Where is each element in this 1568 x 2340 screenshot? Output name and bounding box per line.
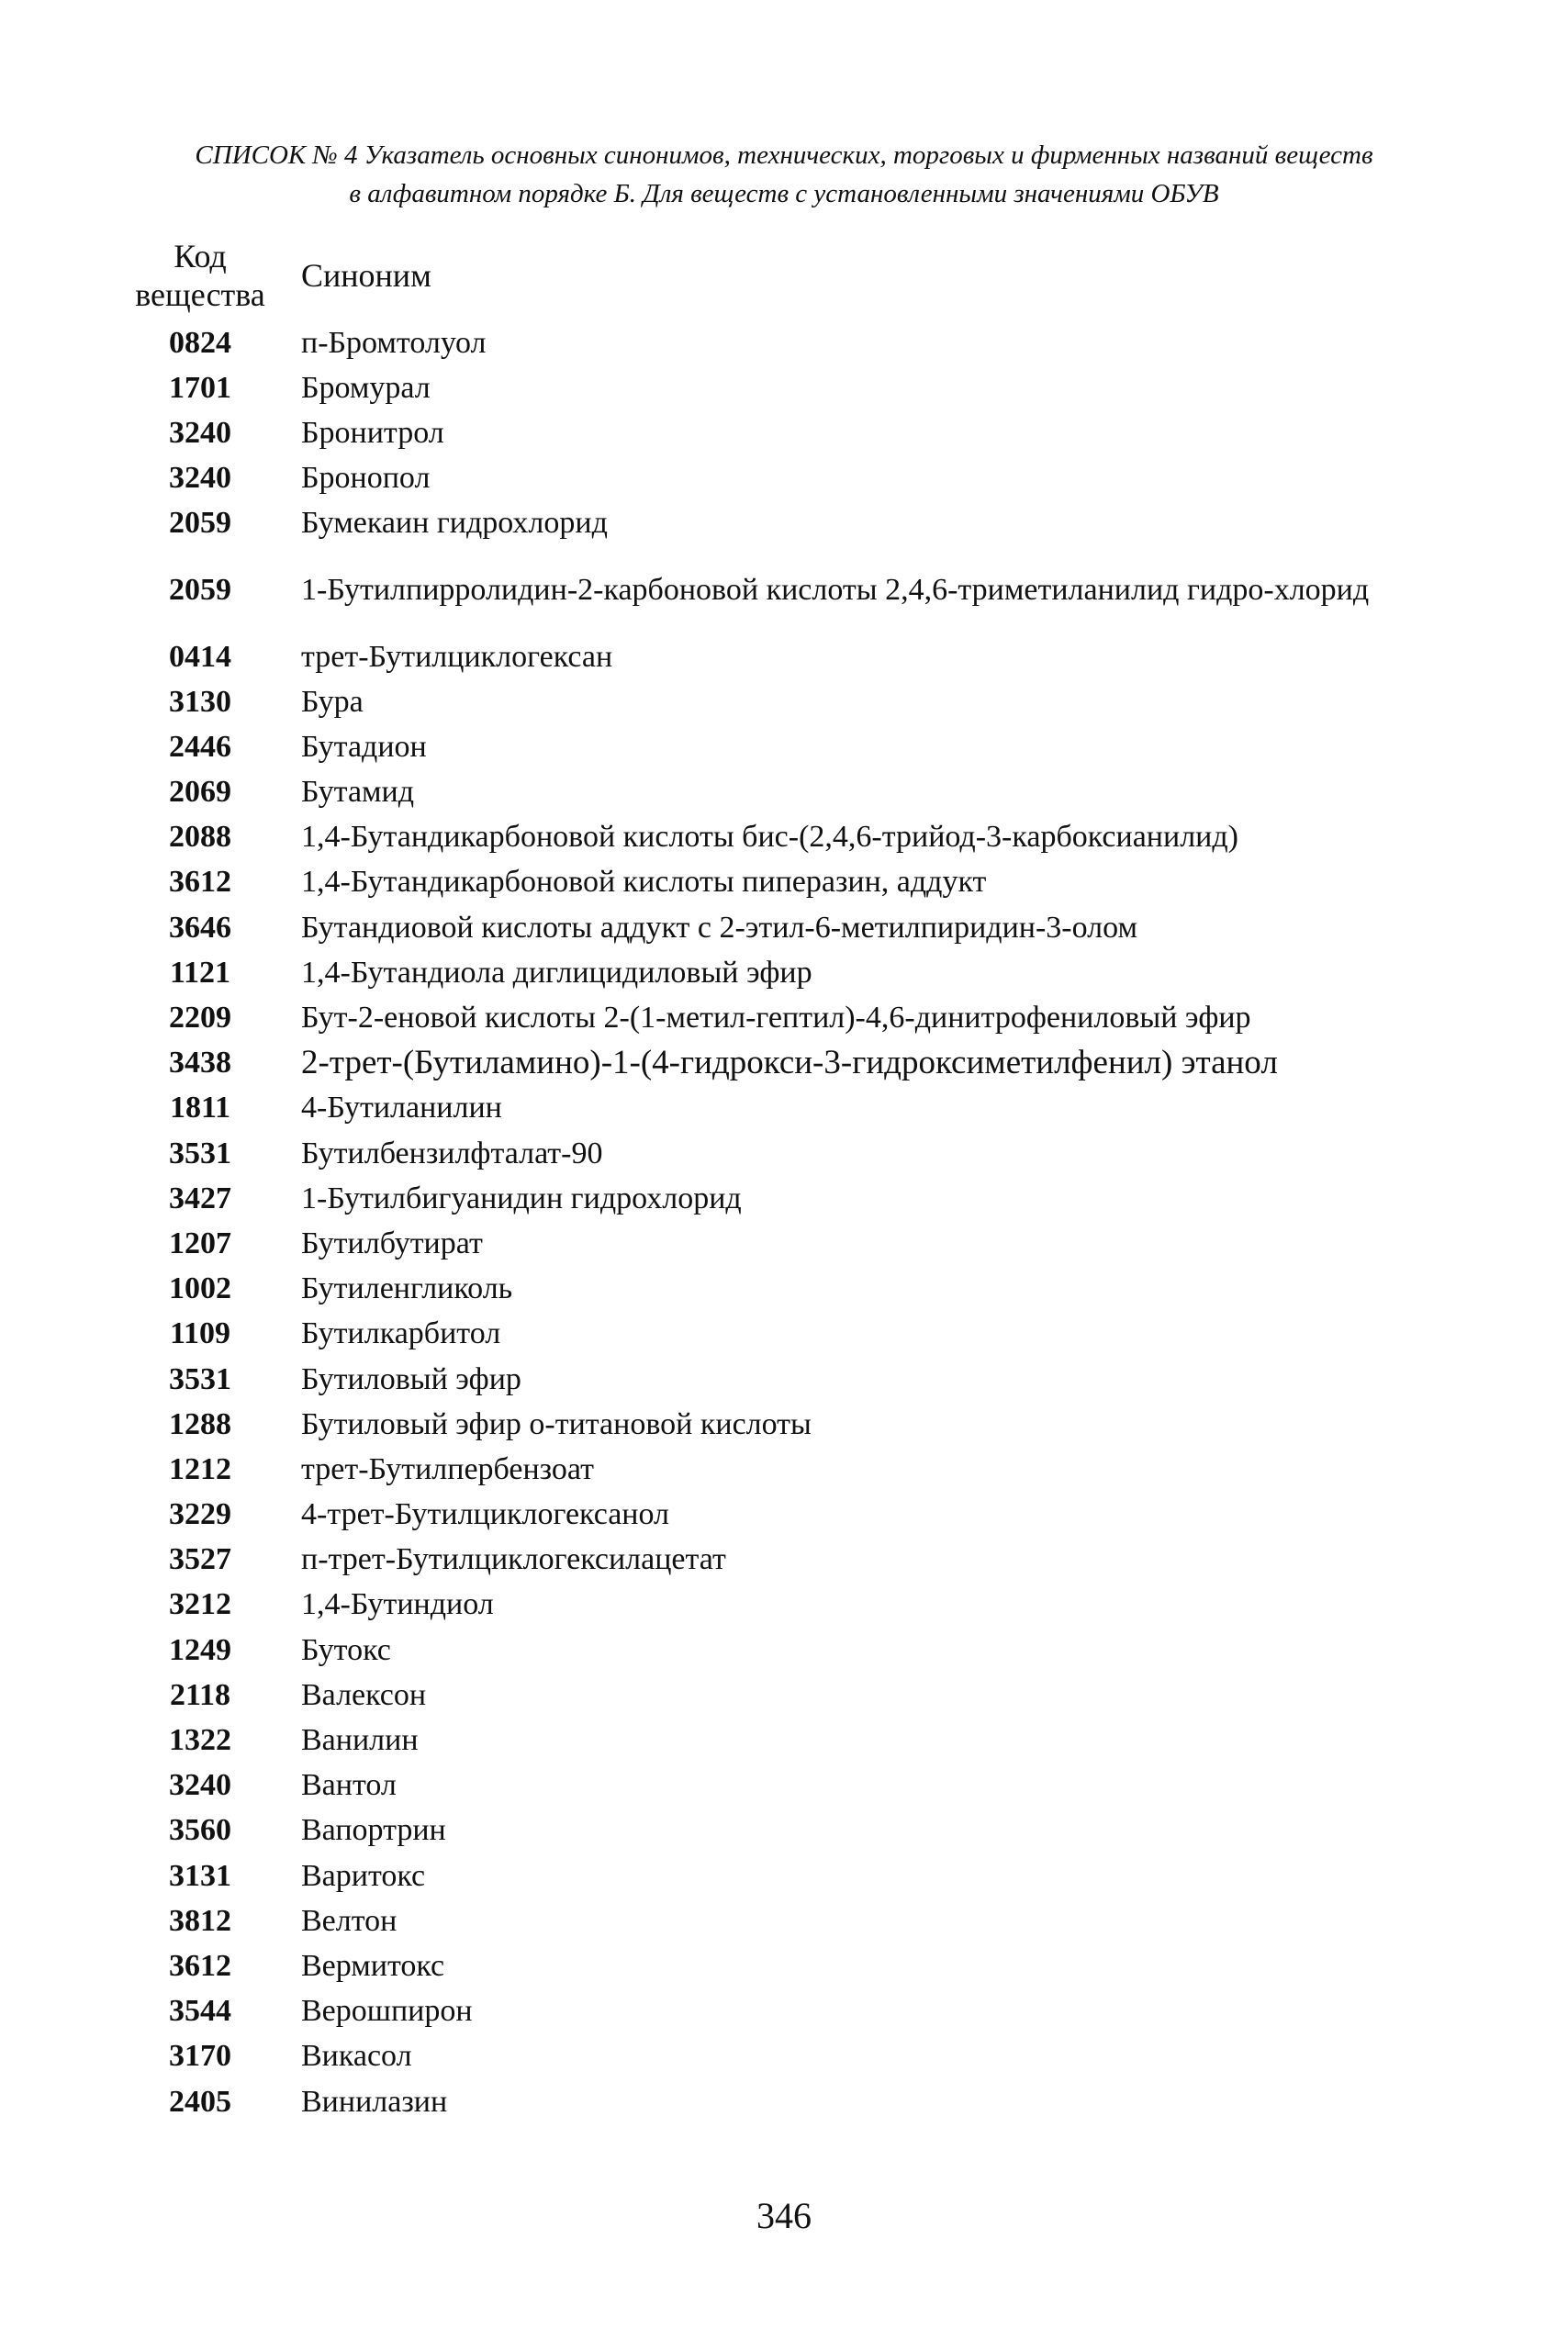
synonym-text: Ванилин bbox=[301, 1723, 419, 1758]
substance-code: 1288 bbox=[169, 1406, 231, 1441]
synonym-text: Бромурал bbox=[301, 370, 431, 405]
synonym-text: п-трет-Бутилциклогексилацетат bbox=[301, 1542, 726, 1577]
table-row bbox=[127, 1312, 1449, 1357]
synonym-text: Бутилкарбитол bbox=[301, 1316, 501, 1351]
synonym-text: Велтон bbox=[301, 1903, 398, 1938]
substance-code: 0414 bbox=[169, 639, 231, 674]
table-row bbox=[127, 410, 1449, 455]
substance-code: 3131 bbox=[169, 1858, 231, 1893]
table-row bbox=[127, 1267, 1449, 1312]
table-row bbox=[127, 1131, 1449, 1176]
table-row bbox=[127, 1176, 1449, 1221]
substance-code: 3212 bbox=[169, 1587, 231, 1622]
synonym-text: Варитокс bbox=[301, 1858, 426, 1893]
code-header-line-2: вещества bbox=[135, 276, 265, 313]
synonym-text: 1-Бутилпирролидин-2-карбоновой кислоты 2,4,6-триметиланилид гидро-хлорид bbox=[301, 572, 1370, 607]
synonym-text: Бумекаин гидрохлорид bbox=[301, 506, 608, 541]
table-row bbox=[127, 815, 1449, 860]
substance-code: 1811 bbox=[169, 1091, 231, 1125]
synonym-text: Бура bbox=[301, 684, 364, 719]
substance-code: 3229 bbox=[169, 1497, 231, 1532]
substance-code: 3531 bbox=[169, 1136, 231, 1170]
synonym-text: Бронопол bbox=[301, 461, 431, 496]
table-row bbox=[127, 1989, 1449, 2034]
substance-code: 3438 bbox=[169, 1046, 231, 1080]
substance-code: 3560 bbox=[169, 1813, 231, 1848]
synonym-text: Бут-2-еновой кислоты 2-(1-метил-гептил)-4,6-динитрофениловый эфир bbox=[301, 1001, 1251, 1036]
table-row bbox=[127, 634, 1449, 679]
synonym-text: Бутилбензилфталат-90 bbox=[301, 1136, 603, 1170]
table-row bbox=[127, 456, 1449, 501]
table-row bbox=[127, 1041, 1449, 1086]
substance-code: 1322 bbox=[169, 1723, 231, 1758]
table-row bbox=[127, 1718, 1449, 1763]
synonym-column-header: Синоним bbox=[301, 257, 431, 294]
substance-code: 3170 bbox=[169, 2039, 231, 2074]
synonym-text: Винилазин bbox=[301, 2084, 448, 2119]
table-row bbox=[127, 320, 1449, 365]
table-row bbox=[127, 501, 1449, 546]
synonym-text: Вермитокс bbox=[301, 1948, 445, 1983]
table-row bbox=[127, 1357, 1449, 1402]
synonym-text: Бутиленгликоль bbox=[301, 1271, 513, 1306]
synonym-text: 4-Бутиланилин bbox=[301, 1091, 502, 1125]
table-row bbox=[127, 365, 1449, 410]
table-row bbox=[127, 1221, 1449, 1266]
synonym-text: трет-Бутилциклогексан bbox=[301, 639, 613, 674]
table-row bbox=[127, 1943, 1449, 1988]
substance-code: 2059 bbox=[169, 572, 231, 607]
code-header-line-1: Код bbox=[174, 238, 227, 274]
synonym-text: п-Бромтолуол bbox=[301, 325, 487, 360]
table-row bbox=[127, 1402, 1449, 1447]
code-column-header bbox=[127, 237, 274, 314]
synonym-text: 1,4-Бутандикарбоновой кислоты бис-(2,4,6-трийод-3-карбоксианилид) bbox=[301, 820, 1238, 855]
substance-code: 3612 bbox=[169, 865, 231, 900]
substance-code: 3527 bbox=[169, 1542, 231, 1577]
synonym-text: трет-Бутилпербензоат bbox=[301, 1451, 594, 1486]
synonym-text: Бутиловый эфир о-титановой кислоты bbox=[301, 1406, 812, 1441]
synonym-text: 1,4-Бутиндиол bbox=[301, 1587, 494, 1622]
synonym-text: Бронитрол bbox=[301, 415, 444, 450]
table-row bbox=[127, 1493, 1449, 1538]
substance-code: 3130 bbox=[169, 684, 231, 719]
table-row bbox=[127, 770, 1449, 815]
substance-code: 2405 bbox=[169, 2084, 231, 2119]
substance-code: 3544 bbox=[169, 1994, 231, 2029]
table-row bbox=[127, 724, 1449, 769]
substance-code: 1249 bbox=[169, 1632, 231, 1667]
table-row bbox=[127, 546, 1449, 634]
table-row bbox=[127, 1583, 1449, 1628]
substance-code: 3612 bbox=[169, 1948, 231, 1983]
synonym-text: Бутокс bbox=[301, 1632, 391, 1667]
table-row bbox=[127, 1538, 1449, 1583]
synonym-text: Бутадион bbox=[301, 729, 427, 764]
substance-code: 2088 bbox=[169, 820, 231, 855]
substance-code: 2059 bbox=[169, 506, 231, 541]
substance-code: 2209 bbox=[169, 1001, 231, 1036]
table-row bbox=[127, 1853, 1449, 1898]
synonym-text: 2-трет-(Бутиламино)-1-(4-гидрокси-3-гидроксиметилфенил) этанол bbox=[301, 1044, 1278, 1082]
substance-code: 2069 bbox=[169, 775, 231, 810]
title-line-1: СПИСОК № 4 Указатель основных синонимов, технических, торговых и фирменных названий веществ bbox=[195, 140, 1373, 170]
synonym-text: 1,4-Бутандиола диглицидиловый эфир bbox=[301, 955, 812, 990]
synonym-table bbox=[127, 320, 1449, 2124]
synonym-text: Вантол bbox=[301, 1768, 397, 1803]
synonym-text: Валексон bbox=[301, 1677, 427, 1712]
substance-code: 2118 bbox=[169, 1677, 231, 1712]
table-row bbox=[127, 1628, 1449, 1673]
synonym-text: Бутандиовой кислоты аддукт с 2-этил-6-метилпиридин-3-олом bbox=[301, 910, 1137, 945]
table-row bbox=[127, 1808, 1449, 1853]
table-row bbox=[127, 1898, 1449, 1943]
table-row bbox=[127, 905, 1449, 950]
substance-code: 3812 bbox=[169, 1903, 231, 1938]
synonym-text: Бутилбутират bbox=[301, 1226, 483, 1260]
table-row bbox=[127, 1447, 1449, 1492]
synonym-text: Бутамид bbox=[301, 775, 415, 810]
substance-code: 2446 bbox=[169, 729, 231, 764]
synonym-text: Верошпирон bbox=[301, 1994, 473, 2029]
table-header bbox=[127, 237, 1412, 319]
substance-code: 0824 bbox=[169, 325, 231, 360]
synonym-text: 1-Бутилбигуанидин гидрохлорид bbox=[301, 1181, 742, 1215]
substance-code: 1701 bbox=[169, 370, 231, 405]
substance-code: 1002 bbox=[169, 1271, 231, 1306]
table-row bbox=[127, 995, 1449, 1040]
list-title bbox=[0, 136, 1568, 213]
substance-code: 3240 bbox=[169, 461, 231, 496]
table-row bbox=[127, 1673, 1449, 1718]
substance-code: 3646 bbox=[169, 910, 231, 945]
substance-code: 3531 bbox=[169, 1361, 231, 1396]
page-number: 346 bbox=[756, 2195, 812, 2236]
table-row bbox=[127, 2079, 1449, 2124]
synonym-text: Вапортрин bbox=[301, 1813, 446, 1848]
substance-code: 1212 bbox=[169, 1451, 231, 1486]
substance-code: 1109 bbox=[169, 1316, 231, 1351]
table-row bbox=[127, 2034, 1449, 2079]
synonym-text: Викасол bbox=[301, 2039, 412, 2074]
substance-code: 1121 bbox=[169, 955, 231, 990]
synonym-text: 1,4-Бутандикарбоновой кислоты пиперазин, аддукт bbox=[301, 865, 987, 900]
table-row bbox=[127, 1086, 1449, 1131]
title-line-2: в алфавитном порядке Б. Для веществ с установленными значениями ОБУВ bbox=[349, 179, 1219, 208]
synonym-text: 4-трет-Бутилциклогексанол bbox=[301, 1497, 670, 1532]
table-row bbox=[127, 950, 1449, 995]
table-row bbox=[127, 679, 1449, 724]
table-row bbox=[127, 1763, 1449, 1808]
substance-code: 3427 bbox=[169, 1181, 231, 1215]
substance-code: 1207 bbox=[169, 1226, 231, 1260]
synonym-text: Бутиловый эфир bbox=[301, 1361, 521, 1396]
table-row bbox=[127, 860, 1449, 905]
substance-code: 3240 bbox=[169, 415, 231, 450]
substance-code: 3240 bbox=[169, 1768, 231, 1803]
